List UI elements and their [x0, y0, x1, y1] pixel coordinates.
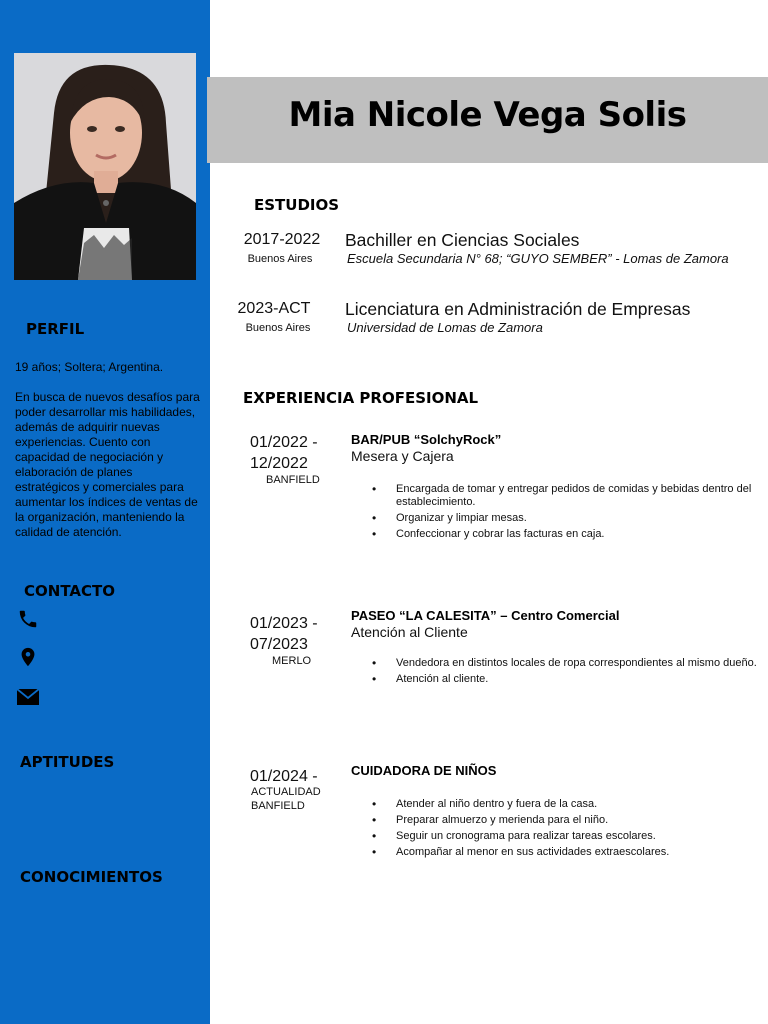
job-task-list: [396, 798, 764, 862]
list-item: • Atención al cliente.: [396, 673, 764, 686]
job-title: PASEO “LA CALESITA” – Centro Comercial: [351, 608, 620, 623]
job-location: BANFIELD: [266, 474, 320, 486]
list-item: • Confeccionar y cobrar las facturas en caja.: [396, 528, 764, 541]
estudios-heading: ESTUDIOS: [254, 196, 340, 214]
list-item: • Preparar almuerzo y merienda para el niño.: [396, 814, 764, 827]
profile-photo: [14, 53, 196, 280]
perfil-description: En busca de nuevos desafíos para poder desarrollar mis habilidades, además de adquirir nuevas experiencias. Cuento con capacidad de negociación y elaboración de planes estratégicos y comerciales para aumentar los índices de ventas de la organización, manteniendo la calidad de atención.: [15, 390, 200, 539]
job-date-end: 12/2022: [250, 455, 308, 472]
envelope-icon: [16, 686, 40, 708]
list-item: • Seguir un cronograma para realizar tareas escolares.: [396, 830, 764, 843]
job-role: Mesera y Cajera: [351, 448, 454, 464]
perfil-heading: PERFIL: [26, 320, 85, 338]
list-item: • Atender al niño dentro y fuera de la casa.: [396, 798, 764, 811]
edu-years: 2023-ACT: [237, 300, 311, 317]
edu-degree: Bachiller en Ciencias Sociales: [345, 230, 580, 250]
perfil-summary: 19 años; Soltera; Argentina.: [15, 360, 164, 374]
edu-school: Escuela Secundaria N° 68; “GUYO SEMBER” - Lomas de Zamora: [347, 251, 729, 266]
job-date-start: 01/2022 -: [250, 434, 318, 451]
job-location: BANFIELD: [251, 800, 305, 812]
contacto-heading: CONTACTO: [24, 582, 115, 600]
sidebar: [0, 0, 210, 1024]
job-title: CUIDADORA DE NIÑOS: [351, 763, 497, 778]
profile-photo-image: [14, 53, 196, 280]
job-task-list: [396, 657, 764, 689]
aptitudes-heading: APTITUDES: [20, 753, 115, 771]
edu-school: Universidad de Lomas de Zamora: [347, 320, 543, 335]
job-date-end: 07/2023: [250, 636, 308, 653]
conocimientos-heading: CONOCIMIENTOS: [20, 868, 163, 886]
list-item: • Encargada de tomar y entregar pedidos de comidas y bebidas dentro del establecimiento.: [396, 483, 764, 509]
job-title: BAR/PUB “SolchyRock”: [351, 432, 502, 447]
job-location: MERLO: [272, 655, 312, 667]
job-role: Atención al Cliente: [351, 624, 468, 640]
list-item: • Vendedora en distintos locales de ropa correspondientes al mismo dueño.: [396, 657, 764, 670]
job-date-start: 01/2024 -: [250, 768, 318, 785]
list-item: • Organizar y limpiar mesas.: [396, 512, 764, 525]
edu-degree: Licenciatura en Administración de Empresas: [345, 299, 691, 319]
job-date-end: ACTUALIDAD: [251, 786, 321, 798]
name-banner: [207, 77, 768, 163]
phone-icon: [16, 608, 40, 630]
edu-place: Buenos Aires: [245, 322, 311, 334]
edu-place: Buenos Aires: [247, 253, 313, 265]
job-task-list: [396, 483, 764, 544]
experiencia-heading: EXPERIENCIA PROFESIONAL: [243, 389, 479, 407]
map-pin-icon: [16, 646, 40, 668]
candidate-name: Mia Nicole Vega Solis: [288, 95, 687, 135]
list-item: • Acompañar al menor en sus actividades extraescolares.: [396, 846, 764, 859]
edu-years: 2017-2022: [243, 231, 321, 248]
job-date-start: 01/2023 -: [250, 615, 318, 632]
